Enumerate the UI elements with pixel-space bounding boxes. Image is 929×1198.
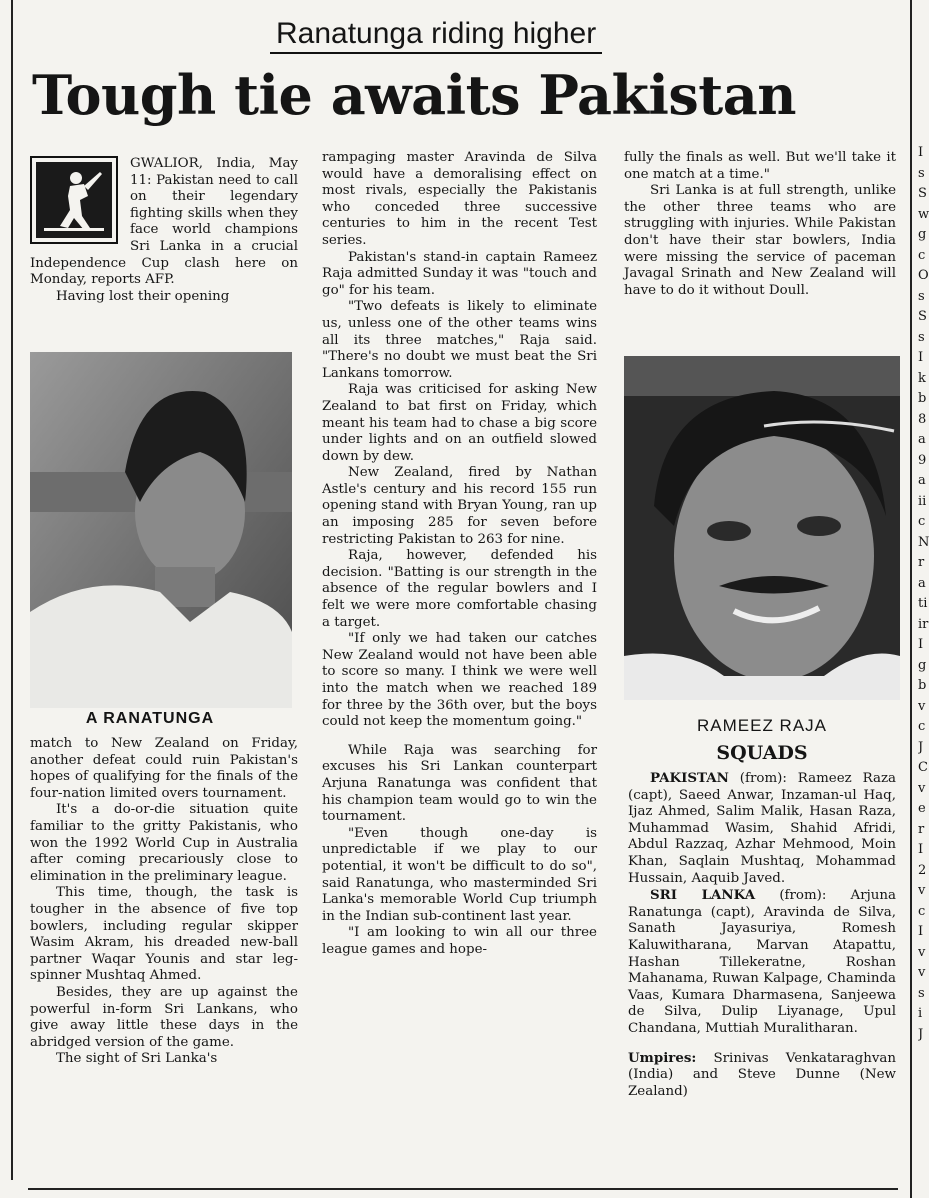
col2-paragraph-7: "If only we had taken our catches New Zealand would not have been able to score so many. I think we were well into the match when we reached 189 for three by the 36th over, but the boys could not keep the momentum going.": [322, 631, 597, 730]
edge-fragment: s: [918, 329, 925, 345]
col2-paragraph-8: While Raja was searching for excuses his Sri Lankan counterpart Arjuna Ranatunga was confident that his champion team would go to win the tournament.: [322, 742, 597, 825]
edge-fragment: ir: [918, 616, 929, 632]
edge-fragment: N: [918, 534, 929, 550]
edge-fragment: w: [918, 206, 929, 222]
umpires-list: Srinivas Venkataraghvan (India) and Steve Dunne (New Zealand): [628, 1050, 896, 1099]
edge-fragment: v: [918, 780, 926, 796]
cricketer-icon: [36, 162, 112, 238]
edge-fragment: a: [918, 473, 926, 488]
edge-fragment: a: [918, 432, 926, 447]
col2-paragraph-1: rampaging master Aravinda de Silva would have a demoralising effect on most rivals, especially the Pakistanis who conceded three successive centuries to him in the recent Test series.: [322, 150, 597, 248]
col3-paragraph-1: fully the finals as well. But we'll take it one match at a time.": [624, 150, 896, 182]
col1-paragraph-6: The sight of Sri Lanka's: [56, 1051, 218, 1067]
col1-paragraph-5: Besides, they are up against the powerful in-form Sri Lankans, who give away little these days in the abridged version of the game.: [30, 984, 298, 1050]
edge-fragment: s: [918, 985, 925, 1001]
col2-paragraph-3: "Two defeats is likely to eliminate us, unless one of the other teams wins all its three matches," Raja said. "There's no doubt we must beat the Sri Lankans tomorrow.: [322, 299, 597, 381]
edge-fragment: I: [918, 637, 924, 652]
rameez-raja-caption: RAMEEZ RAJA: [696, 716, 828, 735]
umpires-label: Umpires:: [628, 1049, 697, 1066]
edge-fragment: I: [918, 842, 924, 857]
edge-fragment: 9: [918, 452, 927, 468]
edge-fragment: ii: [918, 493, 927, 509]
edge-fragment: I: [918, 145, 924, 160]
umpires: [628, 1050, 896, 1101]
edge-fragment: c: [918, 719, 926, 734]
squad-sri-lanka-list: (from): Arjuna Ranatunga (capt), Aravinda de Silva, Sanath Jayasuriya, Romesh Kaluwitharana, Marvan Atapattu, Hashan Tillekeratne, Roshan Mahanama, Ruwan Kalpage, Chaminda Vaas, Kumara Dharmasena, Sanjeewa de Silva, Dulip Liyanage, Upul Chandana, Muttiah Muralitharan.: [628, 888, 896, 1036]
column-2: [322, 150, 597, 959]
edge-fragment: S: [918, 309, 927, 324]
squads-title: SQUADS: [716, 742, 808, 764]
kicker-headline: Ranatunga riding higher: [270, 16, 602, 54]
edge-fragment: a: [918, 575, 926, 591]
col2-paragraph-2: Pakistan's stand-in captain Rameez Raja admitted Sunday it was "touch and go" for his team.: [322, 249, 597, 298]
edge-fragment: r: [918, 555, 925, 570]
ranatunga-photo: [30, 352, 292, 708]
rameez-raja-photo: [624, 356, 900, 700]
edge-fragment: g: [918, 227, 927, 242]
squad-sri-lanka-label: SRI LANKA: [650, 887, 756, 904]
edge-fragment: v: [918, 965, 926, 980]
edge-fragment: O: [918, 268, 929, 283]
col2-paragraph-6: Raja, however, defended his decision. "Batting is our strength in the absence of the regular bowlers and I felt we were more comfortable chasing a target.: [322, 548, 597, 630]
edge-fragment: s: [918, 165, 925, 181]
edge-fragment: 8: [918, 411, 927, 427]
col2-paragraph-9: "Even though one-day is unpredictable if we play to our potential, it won't be difficult to do so", said Ranatunga, who masterminded Sri Lanka's memorable World Cup triumph in the Indian sub-continent last year.: [322, 825, 597, 924]
col2-paragraph-4: Raja was criticised for asking New Zealand to bat first on Friday, which meant his team had to chase a big score under lights and on an outfield slowed down by dew.: [322, 382, 597, 464]
edge-fragment: k: [918, 370, 926, 386]
edge-fragment: c: [918, 514, 926, 529]
col1-paragraph-2b: match to New Zealand on Friday, another defeat could ruin Pakistan's hopes of qualifying for the finals of the four-nation limited overs tournament.: [30, 736, 298, 801]
edge-fragment: 2: [918, 862, 927, 878]
squad-pakistan-label: PAKISTAN: [650, 770, 729, 786]
column-1-bottom: [30, 736, 298, 1068]
col2-paragraph-5: New Zealand, fired by Nathan Astle's century and his record 155 run opening stand with Bryan Young, ran up an imposing 285 for seven before restricting Pakistan to 263 for nine.: [322, 465, 597, 547]
squad-sri-lanka: [628, 887, 896, 1037]
main-headline: Tough tie awaits Pakistan: [32, 63, 796, 127]
edge-fragment: b: [918, 678, 927, 693]
col1-paragraph-4: This time, though, the task is tougher in the absence of five top bowlers, including regular skipper Wasim Akram, his dreaded new-ball partner Waqar Younis and star leg-spinner Mushtaq Ahmed.: [30, 885, 298, 984]
left-column-rule: [11, 0, 13, 1180]
column-3-top: [624, 150, 896, 299]
edge-fragment: b: [918, 391, 927, 406]
col1-paragraph-2a: Having lost their opening: [56, 288, 230, 304]
edge-fragment: C: [918, 760, 928, 775]
col1-paragraph-3: It's a do-or-die situation quite familiar to the gritty Pakistanis, who won the 1992 World Cup in Australia after coming precariously close to elimination in the preliminary league.: [30, 802, 298, 884]
edge-fragment: s: [918, 288, 925, 304]
edge-fragment: e: [918, 801, 926, 816]
column-1-top: [30, 156, 298, 305]
col2-paragraph-10: "I am looking to win all our three league games and hope-: [322, 925, 597, 957]
edge-fragment: i: [918, 1006, 923, 1021]
edge-fragment: c: [918, 247, 926, 263]
edge-fragment: v: [918, 883, 926, 898]
col3-paragraph-2: Sri Lanka is at full strength, unlike the other three teams who are struggling with injuries. While Pakistan don't have their star bowlers, India were missing the service of paceman Javagal Srinath and New Zealand will have to do it without Doull.: [624, 183, 896, 298]
edge-fragment: S: [918, 186, 927, 201]
edge-fragment: v: [918, 698, 926, 714]
ranatunga-caption: A RANATUNGA: [85, 710, 215, 727]
squads-list: [628, 770, 896, 1100]
edge-fragment: J: [918, 739, 924, 755]
right-column-rule: [910, 0, 912, 1198]
bottom-rule: [28, 1188, 898, 1190]
edge-fragment: g: [918, 657, 927, 673]
edge-fragment: I: [918, 350, 924, 365]
edge-fragment: v: [918, 944, 926, 960]
edge-fragment: c: [918, 903, 926, 919]
edge-fragment: I: [918, 924, 924, 939]
squad-pakistan: [628, 770, 896, 887]
squad-pakistan-list: (from): Rameez Raza (capt), Saeed Anwar, Inzaman-ul Haq, Ijaz Ahmed, Salim Malik, Hasan Raza, Muhammad Wasim, Shahid Afridi, Abdul Razzaq, Azhar Mehmood, Moin Khan, Saqlain Mushtaq, Mohammad Hussain, Aaquib Javed.: [628, 771, 896, 886]
edge-fragment: J: [918, 1026, 924, 1042]
edge-fragment: ti: [918, 596, 928, 611]
sport-logo: [30, 156, 118, 244]
edge-fragment: r: [918, 821, 925, 837]
article-lead: GWALIOR, India, May 11: Pakistan need to call on their legendary fighting skills when they face world champions Sri Lanka in a crucial Independence Cup clash here on Monday, reports AFP.: [30, 156, 298, 288]
